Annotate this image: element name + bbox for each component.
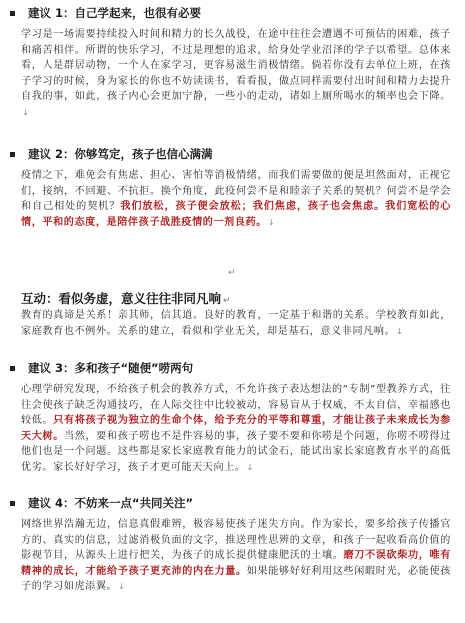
paragraph <box>21 517 451 595</box>
bullet-icon <box>10 501 15 506</box>
bullet-icon <box>10 11 15 16</box>
paragraph-text: 疫情之下，难免会有焦虑、担心、害怕等消极情绪，而我们需要做的便是坦然面对，正视它们，接纳，不回避、不抗拒。换个角度，此疫何尝不是和睦亲子关系的契机？何尝不是学会和自己相处的契机？ <box>21 170 451 212</box>
section-heading <box>0 291 465 307</box>
paragraph <box>21 308 451 339</box>
section-4 <box>0 496 465 595</box>
heading-text: 建议 3：多和孩子“随便”唠两句 <box>28 361 194 375</box>
return-mark-icon: ↓ <box>118 582 126 591</box>
paragraph <box>21 27 451 120</box>
paragraph-mark-icon: ↵ <box>223 296 231 306</box>
return-mark-icon: ↓ <box>396 326 404 336</box>
heading-text: 互动：看似务虚，意义往往非同凡响 <box>21 291 222 306</box>
heading-text: 建议 4：不妨来一点“共同关注” <box>28 496 194 510</box>
return-mark-icon: ↓ <box>22 107 30 117</box>
paragraph-tail-text: 当然，要和孩子唠也不是件容易的事，孩子要不要和你唠是个问题，你唠不唠得过他们也是一个问题。这些都是家长家庭教育能力的试金石，能试出家长家庭教育水平的高低优劣。家长好好学习，孩子才更可能天天向上。 <box>21 430 451 473</box>
bullet-icon <box>10 366 15 371</box>
heading-text: 建议 1：自己学起来，也很有必要 <box>28 6 202 20</box>
paragraph <box>21 168 451 230</box>
emphasis-text: 磨刀不误砍柴功，唯有精神的成长，才能给予孩子更充沛的内在力量。 <box>21 550 452 577</box>
paragraph-text: 网络世界浩瀚无边，信息真假难辨，极容易使孩子迷失方向。作为家长，要多给孩子传播官方的、真实的信息，过滤消极负面的文字，推送理性思辨的文章，和孩子一起收看高价值的影视节目，从源头上进行把关，为孩子的成长提供健康肥沃的土壤。 <box>21 519 451 561</box>
emphasis-text: 我们放松，孩子便会放松；我们焦虑，孩子也会焦虑。我们宽松的心情，平和的态度，是陪伴孩子战胜疫情的一剂良药。 <box>21 201 451 228</box>
paragraph <box>21 382 451 475</box>
section-3 <box>0 361 465 475</box>
paragraph-text: 教育的真谛是关系！亲其师，信其道。良好的教育，一定基于和谐的关系。学校教育如此，家庭教育也不例外。关系的建立，看似和学业无关，却是基石，意义非同凡响。 <box>21 310 451 337</box>
paragraph-text: 心理学研究发现，不给孩子机会的教养方式，不允许孩子表达想法的“专制”型教养方式，往往会使孩子缺乏沟通技巧，在人际交往中比较被动，容易盲从于权威，不太自信，幸福感也较低。 <box>21 384 451 426</box>
section-interaction <box>0 291 465 339</box>
paragraph-tail-text: 如果能够好好利用这些闲暇时光，必能使孩子的学习如虎添翼。 <box>21 565 451 592</box>
emphasis-text: 只有将孩子视为独立的生命个体，给予充分的平等和尊重，才能让孩子未来成长为参天大树。 <box>21 415 451 442</box>
heading-text: 建议 2：你够笃定，孩子也信心满满 <box>28 147 213 161</box>
bullet-icon <box>10 152 15 157</box>
section-heading <box>0 147 465 162</box>
paragraph-text: 学习是一场需要持续投入时间和精力的长久战役，在途中往往会遭遇不可预估的困难，孩子和痛苦相伴。所谓的快乐学习，不过是理想的追求，给身处学业沼泽的学子以希望。总体来看，人是群居动物，一个人在家学习，更容易滋生消极情绪。倘若你没有去单位上班，在孩子学习的时候，身为家长的你也不妨读读书，看看报，做点同样需要付出时间和精力去提升自我的事，如此，孩子内心会更加宁静，一些小的走动，诸如上厕所喝水的频率也会下降。 <box>21 29 451 102</box>
section-2 <box>0 147 465 230</box>
return-mark-icon: ↓ <box>246 462 254 472</box>
section-1 <box>0 6 465 120</box>
section-heading <box>0 361 465 376</box>
section-heading <box>0 496 465 511</box>
return-mark-icon: ↓ <box>267 217 276 227</box>
paragraph-mark-icon: ↵ <box>228 268 236 278</box>
section-heading <box>0 6 465 21</box>
